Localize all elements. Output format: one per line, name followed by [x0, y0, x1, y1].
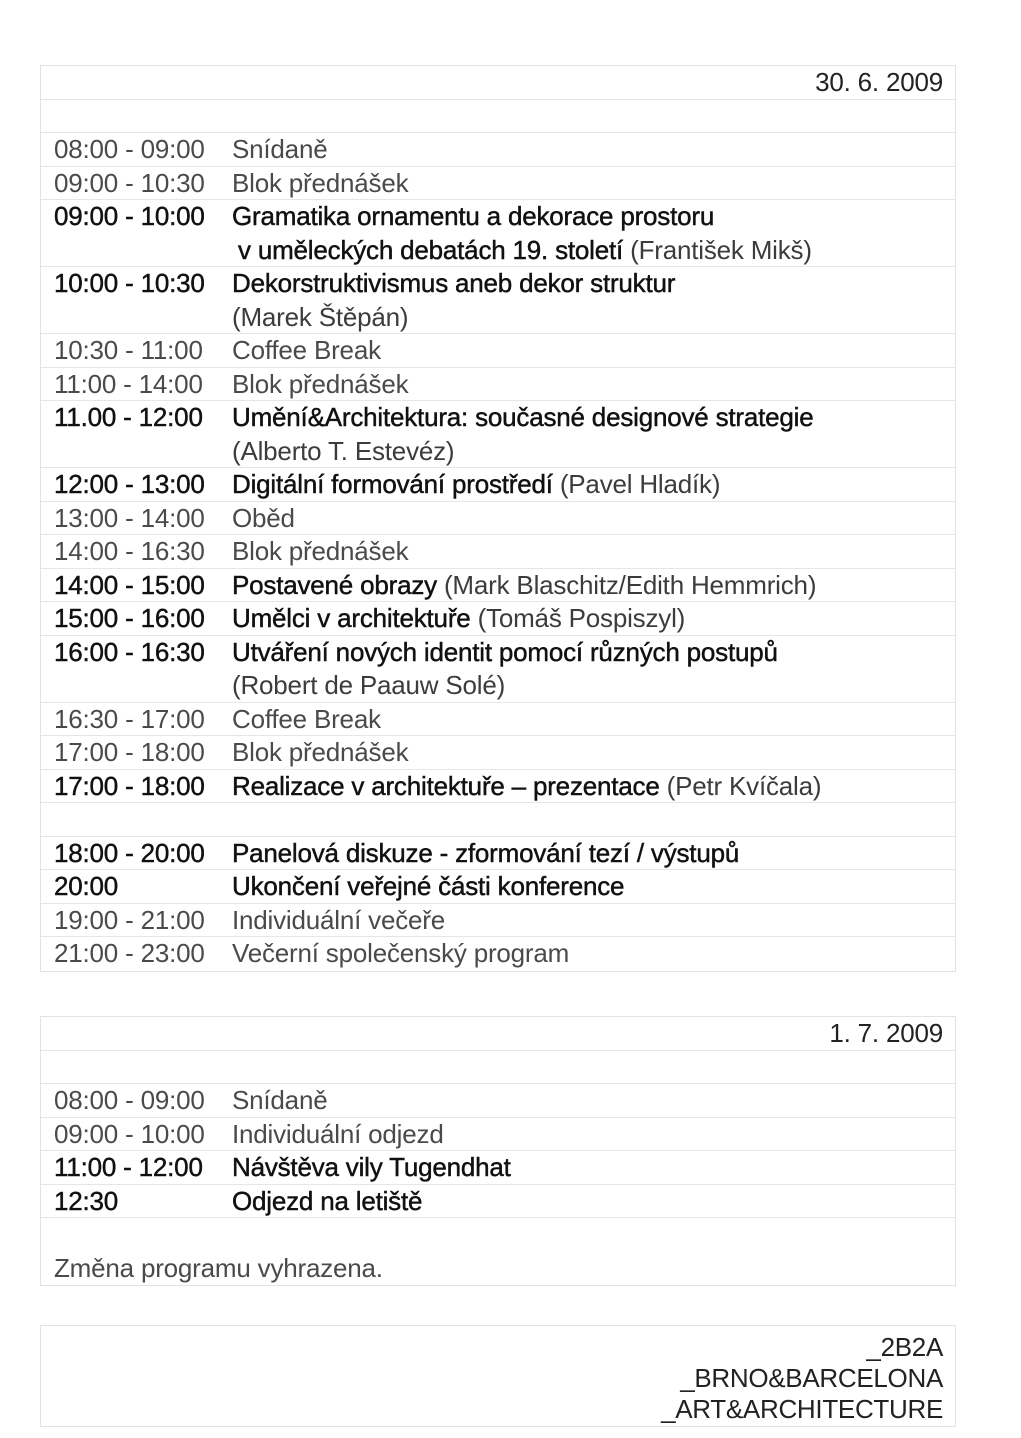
event-title: Umělci v architektuře: [232, 603, 471, 633]
time-range: 13:00 - 14:00: [54, 502, 205, 533]
speaker-name: (Robert de Paauw Solé): [232, 670, 506, 700]
event-title-line: [232, 535, 408, 569]
event-title: Odjezd na letiště: [232, 1185, 423, 1216]
schedule-row: [41, 703, 955, 737]
schedule-row: [41, 837, 955, 871]
event-title-line: [232, 1084, 327, 1118]
time-range: 16:30 - 17:00: [54, 703, 205, 734]
event-title: Blok přednášek: [232, 368, 409, 399]
schedule-day-2: [40, 1016, 956, 1286]
time-range: 09:00 - 10:00: [54, 201, 205, 231]
event-title: Návštěva vily Tugendhat: [232, 1152, 511, 1182]
schedule-rows: [41, 1084, 955, 1252]
event-title-line: [232, 1151, 511, 1185]
time-range: 10:00 - 10:30: [54, 268, 205, 298]
event-title: Digitální formování prostředí: [232, 469, 553, 499]
date-label: 1. 7. 2009: [829, 1018, 943, 1048]
event-title-line: [232, 569, 816, 603]
schedule-row: [41, 736, 955, 770]
event-title: Panelová diskuze - zformování tezí / výstupů: [232, 837, 740, 868]
event-title: Blok přednášek: [232, 167, 409, 198]
time-range: 15:00 - 16:00: [54, 603, 205, 633]
event-title-line-2: [232, 435, 454, 469]
event-title: Coffee Break: [232, 335, 381, 365]
time-range: 20:00: [54, 871, 119, 901]
event-title: Utváření nových identit pomocí různých postupů: [232, 636, 778, 667]
event-title: Snídaně: [232, 1085, 328, 1115]
event-title: Oběd: [232, 502, 295, 533]
speaker-name: (Alberto T. Estevéz): [232, 435, 455, 466]
time-range: 11:00 - 12:00: [54, 1152, 203, 1182]
time-range: 21:00 - 23:00: [54, 938, 205, 968]
time-range: 08:00 - 09:00: [54, 134, 205, 164]
schedule-row: [41, 401, 955, 468]
time-range: 12:00 - 13:00: [54, 469, 205, 499]
event-title-line: [232, 502, 295, 536]
schedule-row: [41, 133, 955, 167]
schedule-row: [41, 770, 955, 804]
time-range: 18:00 - 20:00: [54, 837, 205, 868]
program-note: Změna programu vyhrazena.: [54, 1252, 383, 1283]
time-range: 08:00 - 09:00: [54, 1085, 205, 1115]
event-title-line: [232, 937, 569, 971]
time-range: 11.00 - 12:00: [54, 402, 203, 432]
event-title-line: [232, 267, 675, 301]
schedule-row: [41, 870, 955, 904]
speaker-name: (Petr Kvíčala): [666, 770, 822, 801]
event-title: Coffee Break: [232, 703, 381, 734]
time-range: 09:00 - 10:30: [54, 167, 205, 198]
event-title-continued: v uměleckých debatách 19. století: [238, 234, 624, 265]
schedule-row: [41, 368, 955, 402]
event-title: Individuální odjezd: [232, 1118, 444, 1149]
time-range: 19:00 - 21:00: [54, 904, 205, 935]
spacer-row: [41, 1051, 955, 1085]
event-title: Postavené obrazy: [232, 569, 437, 600]
event-title: Blok přednášek: [232, 536, 409, 566]
event-title: Večerní společenský program: [232, 938, 570, 968]
event-title-line: [232, 401, 814, 435]
event-title-line: [232, 468, 720, 502]
schedule-row: [41, 334, 955, 368]
event-title: Dekorstruktivismus aneb dekor struktur: [232, 268, 676, 298]
event-title-line: [232, 636, 778, 670]
event-title-line: [232, 602, 685, 636]
schedule-row: [41, 1118, 955, 1152]
event-title-line-2: [232, 669, 505, 703]
schedule-row: [41, 569, 955, 603]
schedule-row: [41, 267, 955, 334]
date-label: 30. 6. 2009: [815, 67, 943, 97]
speaker-name: (Tomáš Pospiszyl): [477, 603, 686, 633]
event-title-line: [232, 904, 445, 938]
event-title-line-2: [238, 234, 812, 268]
event-title-line: [232, 870, 624, 904]
schedule-row: [41, 1084, 955, 1118]
date-row: [41, 66, 955, 100]
event-title: Blok přednášek: [232, 737, 409, 767]
brand-line-3: _ART&ARCHITECTURE: [661, 1394, 943, 1424]
event-title: Snídaně: [232, 134, 328, 164]
time-range: 09:00 - 10:00: [54, 1118, 205, 1149]
note-row: [41, 1252, 955, 1286]
speaker-name: (Marek Štěpán): [232, 301, 409, 332]
schedule-row: [41, 937, 955, 971]
time-range: 10:30 - 11:00: [54, 335, 203, 365]
spacer-row: [41, 100, 955, 134]
schedule-day-1: [40, 65, 956, 972]
event-title-line: [232, 200, 714, 234]
time-range: 12:30: [54, 1185, 119, 1216]
time-range: 17:00 - 18:00: [54, 737, 205, 767]
event-title-line-2: [232, 301, 408, 335]
event-title-line: [232, 133, 327, 167]
time-range: 16:00 - 16:30: [54, 636, 205, 667]
brand-block: [661, 1332, 943, 1425]
event-title-line: [232, 770, 821, 804]
schedule-row: [41, 803, 955, 837]
brand-line-2: _BRNO&BARCELONA: [680, 1363, 943, 1393]
schedule-row: [41, 167, 955, 201]
event-title-line: [232, 1118, 444, 1152]
time-range: 17:00 - 18:00: [54, 770, 205, 801]
schedule-row: [41, 200, 955, 267]
brand-line-1: _2B2A: [866, 1332, 943, 1362]
event-title-line: [232, 368, 408, 402]
event-title-line: [232, 736, 408, 770]
event-title: Individuální večeře: [232, 904, 445, 935]
event-title: Gramatika ornamentu a dekorace prostoru: [232, 201, 715, 231]
event-title-line: [232, 167, 408, 201]
event-title-line: [232, 334, 381, 368]
date-row: [41, 1017, 955, 1051]
schedule-row: [41, 535, 955, 569]
event-title-line: [232, 837, 739, 871]
time-range: 14:00 - 16:30: [54, 536, 205, 566]
footer-box: [40, 1325, 956, 1427]
schedule-row: [41, 904, 955, 938]
schedule-row: [41, 1218, 955, 1252]
time-range: 14:00 - 15:00: [54, 569, 205, 600]
schedule-rows: [41, 133, 955, 971]
schedule-row: [41, 1151, 955, 1185]
event-title: Ukončení veřejné části konference: [232, 871, 625, 901]
schedule-row: [41, 502, 955, 536]
schedule-row: [41, 468, 955, 502]
event-title: Umění&Architektura: současné designové strategie: [232, 402, 814, 432]
event-title-line: [232, 703, 381, 737]
event-title-line: [232, 1185, 422, 1219]
speaker-name: (František Mikš): [630, 234, 812, 265]
speaker-name: (Mark Blaschitz/Edith Hemmrich): [443, 569, 817, 600]
speaker-name: (Pavel Hladík): [559, 469, 721, 499]
time-range: 11:00 - 14:00: [54, 368, 203, 399]
schedule-row: [41, 1185, 955, 1219]
schedule-row: [41, 602, 955, 636]
event-title: Realizace v architektuře – prezentace: [232, 770, 660, 801]
schedule-row: [41, 636, 955, 703]
